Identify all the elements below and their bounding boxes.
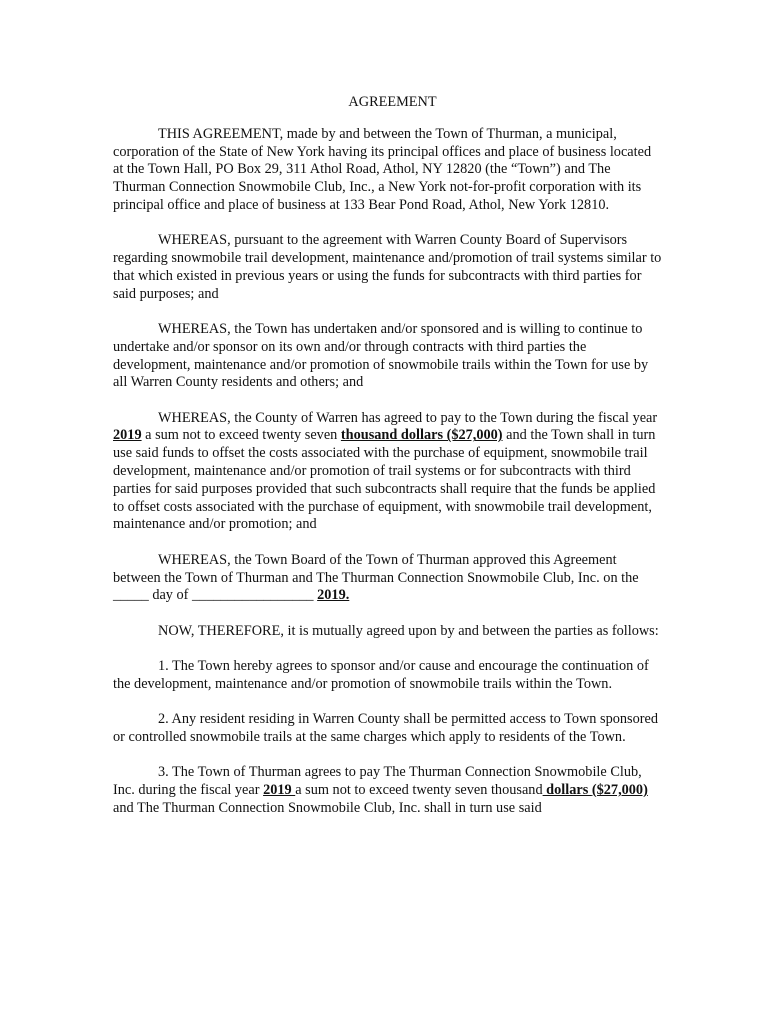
amount-thousand-dollars: thousand dollars ($27,000) [340,427,503,444]
item-3-text-3: and The Thurman Connection Snowmobile Club, Inc. shall in turn use said [113,799,542,816]
approval-year-2019: 2019. [317,587,350,604]
item-3-text-2: a sum not to exceed twenty seven thousand [295,781,543,798]
whereas-3-text-1: WHEREAS, the County of Warren has agreed to pay to the Town during the fiscal year [158,409,658,426]
whereas-paragraph-1: WHEREAS, pursuant to the agreement with Warren County Board of Supervisors regarding snowmobile trail development, maintenance and/promotion of trail systems similar to that which existed in previous years or using the funds for subcontracts with third parties for said purposes; and [113,232,662,302]
numbered-item-3 [113,764,662,817]
now-therefore-paragraph: NOW, THEREFORE, it is mutually agreed upon by and between the parties as follows: [158,622,659,639]
item-3-fiscal-year: 2019 [263,781,296,798]
whereas-paragraph-4 [113,552,662,605]
numbered-item-2: 2. Any resident residing in Warren County shall be permitted access to Town sponsored or controlled snowmobile trails at the same charges which apply to residents of the Town. [113,711,658,745]
item-3-dollars: dollars [542,781,592,798]
whereas-3-text-3: and the Town shall in turn use said funds to offset the costs associated with the purchase of equipment, snowmobile trail development, maintenance and/or promotion of trail systems or for subcontracts with third parties for said purposes provided that such subcontracts shall require that the funds be applied to offset costs associated with the purchase of equipment, with snowmobile trail development, maintenance and/or promotion; and [113,427,656,533]
document-title: AGREEMENT [348,94,437,110]
intro-paragraph: THIS AGREEMENT, made by and between the Town of Thurman, a municipal, corporation of the State of New York having its principal offices and place of business located at the Town Hall, PO Box 29, 311 Athol Road, Athol, NY 12820 (the “Town”) and The Thurman Connection Snowmobile Club, Inc., a New York not-for-profit corporation with its principal office and place of business at 133 Bear Pond Road, Athol, New York 12810. [113,125,652,213]
numbered-item-1: 1. The Town hereby agrees to sponsor and/or cause and encourage the continuation of the development, maintenance and/or promotion of snowmobile trails within the Town. [113,657,649,692]
whereas-3-text-2: a sum not to exceed twenty seven [141,427,341,444]
whereas-paragraph-2: WHEREAS, the Town has undertaken and/or sponsored and is willing to continue to undertake and/or sponsor on its own and/or through contracts with third parties the development, maintenance and/or promotion of snowmobile trails within the Town for use by all Warren County residents and others; and [113,320,649,391]
item-3-text-1: 3. The Town of Thurman agrees to pay The Thurman Connection Snowmobile Club, Inc. during the fiscal year [113,764,642,798]
whereas-paragraph-3 [113,410,662,535]
fiscal-year-2019: 2019 [113,427,142,444]
whereas-4-text-1: WHEREAS, the Town Board of the Town of Thurman approved this Agreement between the Town of Thurman and The Thurman Connection Snowmobile Club, Inc. on the _____ day of _________________ [113,551,639,604]
item-3-amount: ($27,000) [591,781,648,798]
